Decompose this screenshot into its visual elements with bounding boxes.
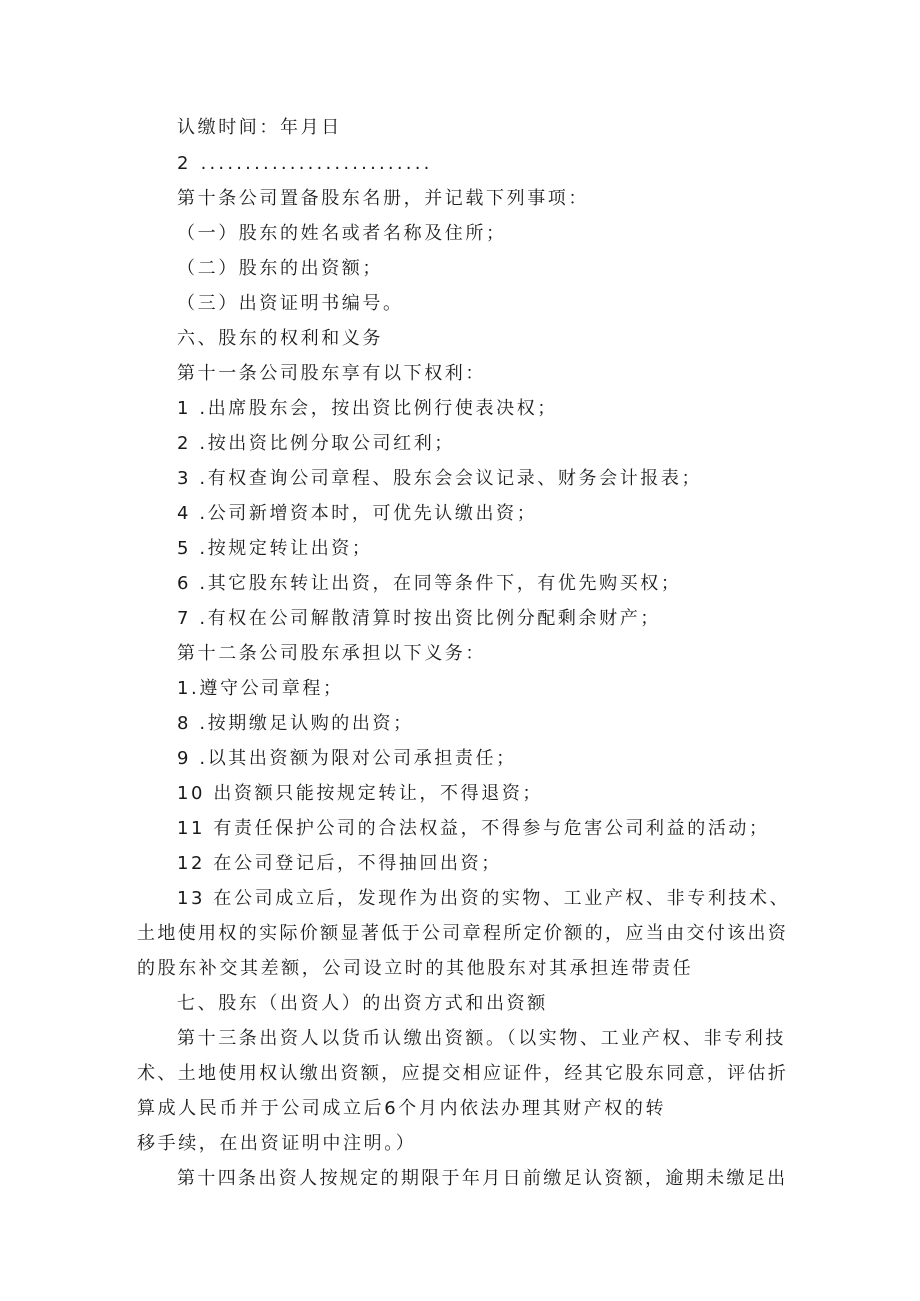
register-item-1: （一）股东的姓名或者名称及住所； xyxy=(177,223,507,244)
duty-item-13-line-3: 的股东补交其差额，公司设立时的其他股东对其承担连带责任 xyxy=(137,958,694,979)
right-item-7: 7 .有权在公司解散清算时按出资比例分配剩余财产； xyxy=(177,608,661,629)
article-10-heading: 第十条公司置备股东名册，并记载下列事项： xyxy=(177,188,589,209)
section-6-heading: 六、股东的权利和义务 xyxy=(177,328,383,349)
article-13-line-2: 术、土地使用权认缴出资额，应提交相应证件，经其它股东同意，评估折 xyxy=(137,1063,789,1084)
duty-item-8: 8 .按期缴足认购的出资； xyxy=(177,713,414,734)
article-11-heading: 第十一条公司股东享有以下权利： xyxy=(177,363,486,384)
duty-item-11: 11 有责任保护公司的合法权益，不得参与危害公司利益的活动； xyxy=(177,818,770,839)
register-item-3: （三）出资证明书编号。 xyxy=(177,293,404,314)
item-2-placeholder-line: 2 .......................... xyxy=(177,153,433,174)
duty-item-13-line-1: 13 在公司成立后，发现作为出资的实物、工业产权、非专利技术、 xyxy=(177,888,791,909)
duty-item-9: 9 .以其出资额为限对公司承担责任； xyxy=(177,748,517,769)
article-13-line-4: 移手续，在出资证明中注明。） xyxy=(137,1133,417,1154)
duty-item-1: 1.遵守公司章程； xyxy=(177,678,344,699)
article-13-line-3: 算成人民币并于公司成立后6个月内依法办理其财产权的转 xyxy=(137,1098,667,1119)
duty-item-10: 10 出资额只能按规定转让，不得退资； xyxy=(177,783,544,804)
article-14-line-1: 第十四条出资人按规定的期限于年月日前缴足认资额，逾期未缴足出 xyxy=(177,1168,788,1189)
duty-item-13-line-2: 土地使用权的实际价额显著低于公司章程所定价额的，应当由交付该出资 xyxy=(137,923,789,944)
duty-item-12: 12 在公司登记后，不得抽回出资； xyxy=(177,853,502,874)
right-item-4: 4 .公司新增资本时，可优先认缴出资； xyxy=(177,503,538,524)
article-12-heading: 第十二条公司股东承担以下义务： xyxy=(177,643,486,664)
section-7-heading: 七、股东（出资人）的出资方式和出资额 xyxy=(177,993,548,1014)
register-item-2: （二）股东的出资额； xyxy=(177,258,383,279)
subscription-time-line: 认缴时间：年月日 xyxy=(177,117,342,138)
right-item-3: 3 .有权查询公司章程、股东会会议记录、财务会计报表； xyxy=(177,468,703,489)
article-13-line-1: 第十三条出资人以货币认缴出资额。（以实物、工业产权、非专利技 xyxy=(177,1028,786,1049)
right-item-1: 1 .出席股东会，按出资比例行使表决权； xyxy=(177,398,558,419)
right-item-5: 5 .按规定转让出资； xyxy=(177,538,373,559)
right-item-6: 6 .其它股东转让出资，在同等条件下，有优先购买权； xyxy=(177,573,682,594)
right-item-2: 2 .按出资比例分取公司红利； xyxy=(177,433,455,454)
